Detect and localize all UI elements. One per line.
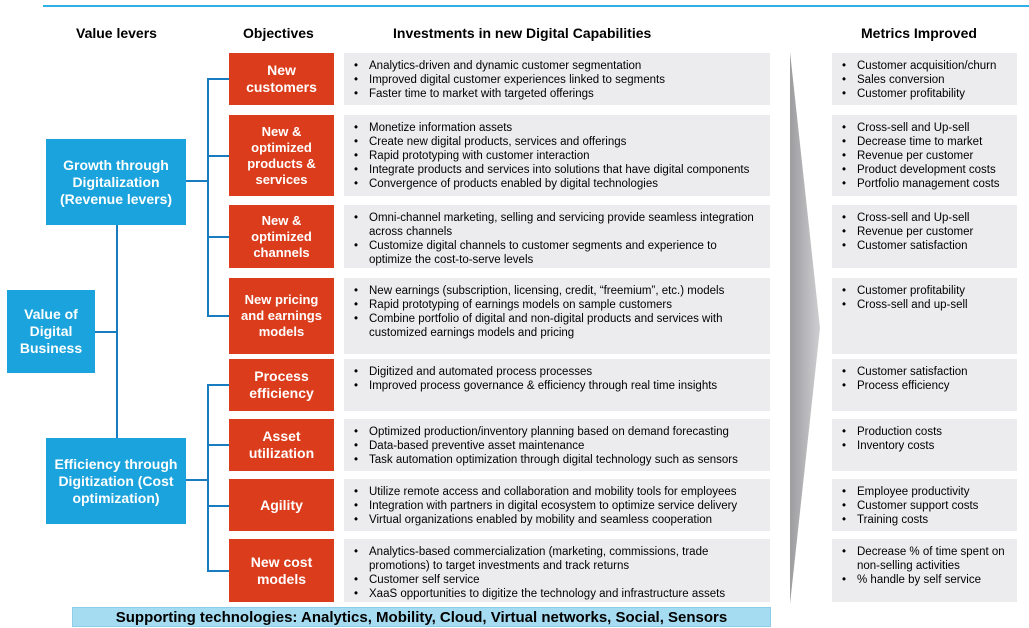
connector-growth-trunk [207, 78, 209, 317]
objective-agility: Agility [229, 479, 334, 531]
investments-agility [344, 479, 770, 531]
investments-channels [344, 205, 770, 268]
bullet-item: • Utilize remote access and collaboration and mobility tools for employees [354, 485, 762, 499]
bullet-item: • Improved digital customer experiences linked to segments [354, 73, 762, 87]
investments-process-efficiency [344, 359, 770, 411]
bullet-item: • Decrease time to market [842, 135, 1009, 149]
bullet-item: • Combine portfolio of digital and non-digital products and services with customized earnings models and pricing [354, 312, 762, 340]
bullet-item: • Convergence of products enabled by digital technologies [354, 177, 762, 191]
connector-branch [207, 315, 229, 317]
investments-new-cost-models [344, 539, 770, 602]
header-investments: Investments in new Digital Capabilities [393, 25, 652, 41]
bullet-item: • Customer profitability [842, 284, 1009, 298]
top-rule [43, 5, 1029, 7]
metrics-agility [832, 479, 1017, 531]
bullet-item: • Create new digital products, services and offerings [354, 135, 762, 149]
lever-efficiency: Efficiency through Digitization (Cost optimization) [46, 438, 186, 524]
connector-root [95, 331, 117, 333]
bullet-item: • Task automation optimization through digital technology such as sensors [354, 453, 762, 467]
header-metrics: Metrics Improved [861, 25, 977, 41]
bullet-item: • Virtual organizations enabled by mobility and seamless cooperation [354, 513, 762, 527]
connector-efficiency [186, 479, 208, 481]
connector-branch [207, 236, 229, 238]
bullet-item: • Improved process governance & efficiency through real time insights [354, 379, 762, 393]
bullet-item: • Production costs [842, 425, 1009, 439]
supporting-technologies-banner: Supporting technologies: Analytics, Mobility, Cloud, Virtual networks, Social, Sensors [72, 607, 771, 627]
objective-products-services: New & optimized products & services [229, 115, 334, 196]
connector-branch [207, 155, 229, 157]
bullet-item: • Integrate products and services into solutions that have digital components [354, 163, 762, 177]
bullet-item: • Sales conversion [842, 73, 1009, 87]
bullet-item: • New earnings (subscription, licensing, credit, “freemium”, etc.) models [354, 284, 762, 298]
bullet-item: • Integration with partners in digital ecosystem to optimize service delivery [354, 499, 762, 513]
objective-process-efficiency: Process efficiency [229, 359, 334, 411]
bullet-item: • XaaS opportunities to digitize the technology and infrastructure assets [354, 587, 762, 601]
investments-products-services [344, 115, 770, 196]
bullet-item: • Cross-sell and Up-sell [842, 121, 1009, 135]
investments-new-customers [344, 53, 770, 105]
connector-branch [207, 444, 229, 446]
metrics-pricing-earnings [832, 278, 1017, 354]
bullet-item: • Customer satisfaction [842, 365, 1009, 379]
bullet-item: • Inventory costs [842, 439, 1009, 453]
bullet-item: • Faster time to market with targeted offerings [354, 87, 762, 101]
bullet-item: • Customize digital channels to customer segments and experience to optimize the cost-to-serve levels [354, 239, 762, 267]
bullet-item: • Customer acquisition/churn [842, 59, 1009, 73]
investments-asset-utilization [344, 419, 770, 471]
lever-value-of-digital-business: Value of Digital Business [7, 290, 95, 373]
bullet-item: • Cross-sell and up-sell [842, 298, 1009, 312]
objective-asset-utilization: Asset utilization [229, 419, 334, 471]
bullet-item: • Training costs [842, 513, 1009, 527]
connector-growth [186, 180, 208, 182]
flow-arrow [790, 52, 824, 604]
bullet-item: • Revenue per customer [842, 225, 1009, 239]
metrics-new-customers [832, 53, 1017, 105]
connector-branch [207, 570, 229, 572]
lever-growth: Growth through Digitalization (Revenue levers) [46, 139, 186, 225]
header-value-levers: Value levers [76, 25, 157, 41]
bullet-item: • Rapid prototyping of earnings models on sample customers [354, 298, 762, 312]
bullet-item: • Digitized and automated process processes [354, 365, 762, 379]
connector-root-trunk [116, 224, 118, 438]
bullet-item: • Customer self service [354, 573, 762, 587]
bullet-item: • Decrease % of time spent on non-selling activities [842, 545, 1009, 573]
connector-branch [207, 505, 229, 507]
bullet-item: • Product development costs [842, 163, 1009, 177]
bullet-item: • Optimized production/inventory planning based on demand forecasting [354, 425, 762, 439]
bullet-item: • Portfolio management costs [842, 177, 1009, 191]
objective-new-cost-models: New cost models [229, 539, 334, 602]
bullet-item: • Omni-channel marketing, selling and servicing provide seamless integration across channels [354, 211, 762, 239]
objective-pricing-earnings: New pricing and earnings models [229, 278, 334, 354]
investments-pricing-earnings [344, 278, 770, 354]
bullet-item: • Rapid prototyping with customer interaction [354, 149, 762, 163]
connector-branch [207, 78, 229, 80]
bullet-item: • % handle by self service [842, 573, 1009, 587]
bullet-item: • Customer support costs [842, 499, 1009, 513]
bullet-item: • Data-based preventive asset maintenance [354, 439, 762, 453]
bullet-item: • Process efficiency [842, 379, 1009, 393]
objective-new-customers: New customers [229, 53, 334, 105]
bullet-item: • Revenue per customer [842, 149, 1009, 163]
bullet-item: • Cross-sell and Up-sell [842, 211, 1009, 225]
bullet-item: • Customer satisfaction [842, 239, 1009, 253]
bullet-item: • Customer profitability [842, 87, 1009, 101]
bullet-item: • Employee productivity [842, 485, 1009, 499]
connector-efficiency-trunk [207, 384, 209, 572]
objective-channels: New & optimized channels [229, 205, 334, 268]
connector-branch [207, 384, 229, 386]
bullet-item: • Analytics-driven and dynamic customer segmentation [354, 59, 762, 73]
metrics-channels [832, 205, 1017, 268]
header-objectives: Objectives [243, 25, 314, 41]
metrics-asset-utilization [832, 419, 1017, 471]
bullet-item: • Monetize information assets [354, 121, 762, 135]
metrics-products-services [832, 115, 1017, 196]
metrics-new-cost-models [832, 539, 1017, 602]
bullet-item: • Analytics-based commercialization (marketing, commissions, trade promotions) to target investments and track returns [354, 545, 762, 573]
metrics-process-efficiency [832, 359, 1017, 411]
